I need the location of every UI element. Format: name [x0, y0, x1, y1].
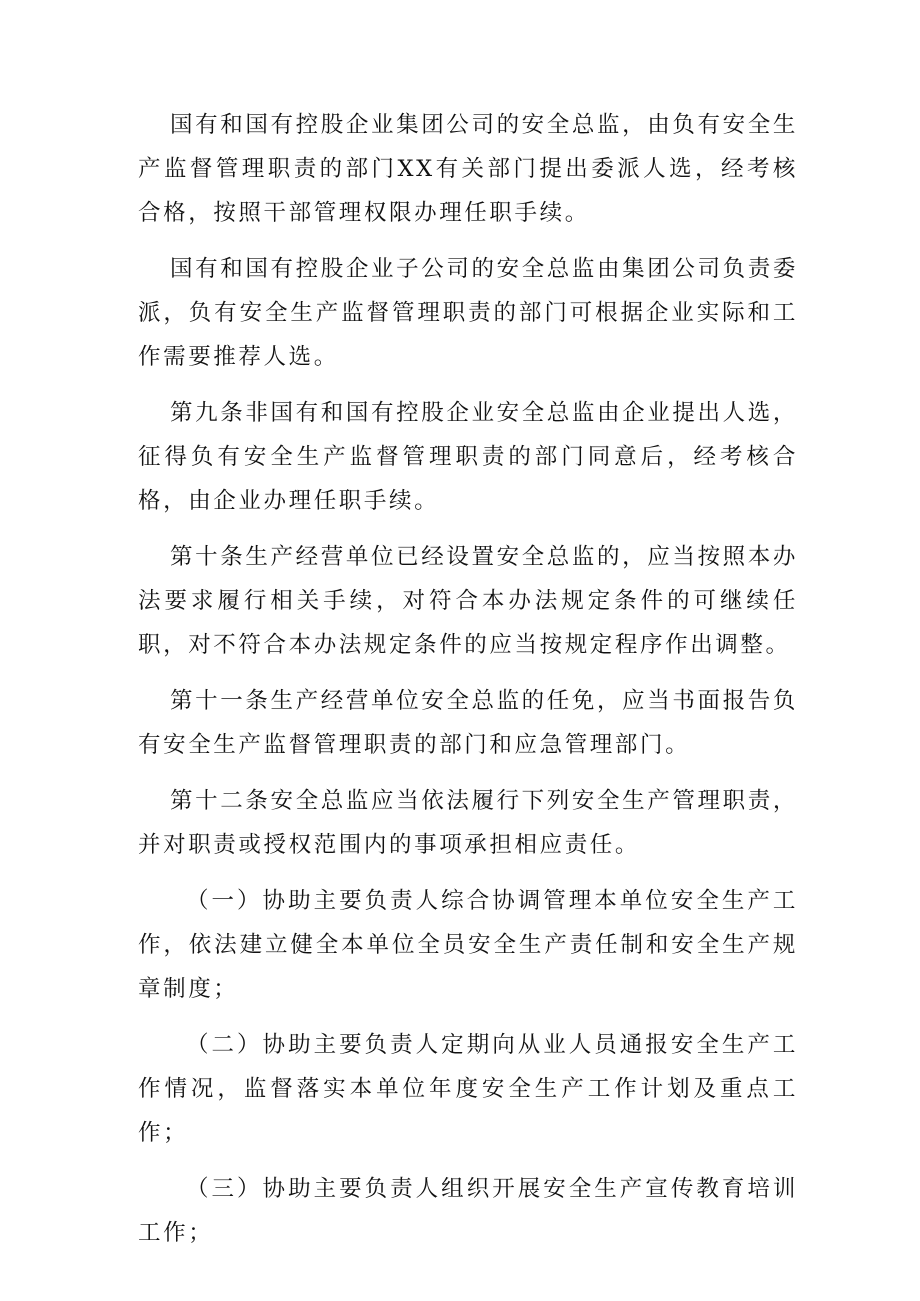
duty-item-3: （三）协助主要负责人组织开展安全生产宣传教育培训工作；: [138, 1176, 798, 1246]
paragraph-group-safety-director-appointment: 国有和国有控股企业集团公司的安全总监，由负有安全生产监督管理职责的部门XX有关部门提出委派人选，经考核合格，按照干部管理权限办理任职手续。: [138, 112, 798, 226]
duty-item-2: （二）协助主要负责人定期向从业人员通报安全生产工作情况，监督落实本单位年度安全生产工作计划及重点工作；: [138, 1032, 798, 1146]
article-12: 第十二条安全总监应当依法履行下列安全生产管理职责，并对职责或授权范围内的事项承担相应责任。: [138, 788, 798, 858]
article-9: 第九条非国有和国有控股企业安全总监由企业提出人选，征得负有安全生产监督管理职责的部门同意后，经考核合格，由企业办理任职手续。: [138, 400, 798, 514]
duty-item-1: （一）协助主要负责人综合协调管理本单位安全生产工作，依法建立健全本单位全员安全生产责任制和安全生产规章制度；: [138, 888, 798, 1002]
document-body: [138, 103, 798, 1267]
paragraph-subsidiary-safety-director: 国有和国有控股企业子公司的安全总监由集团公司负责委派，负有安全生产监督管理职责的部门可根据企业实际和工作需要推荐人选。: [138, 256, 798, 370]
article-11: 第十一条生产经营单位安全总监的任免，应当书面报告负有安全生产监督管理职责的部门和应急管理部门。: [138, 688, 798, 758]
article-10: 第十条生产经营单位已经设置安全总监的，应当按照本办法要求履行相关手续，对符合本办法规定条件的可继续任职，对不符合本办法规定条件的应当按规定程序作出调整。: [138, 544, 798, 658]
